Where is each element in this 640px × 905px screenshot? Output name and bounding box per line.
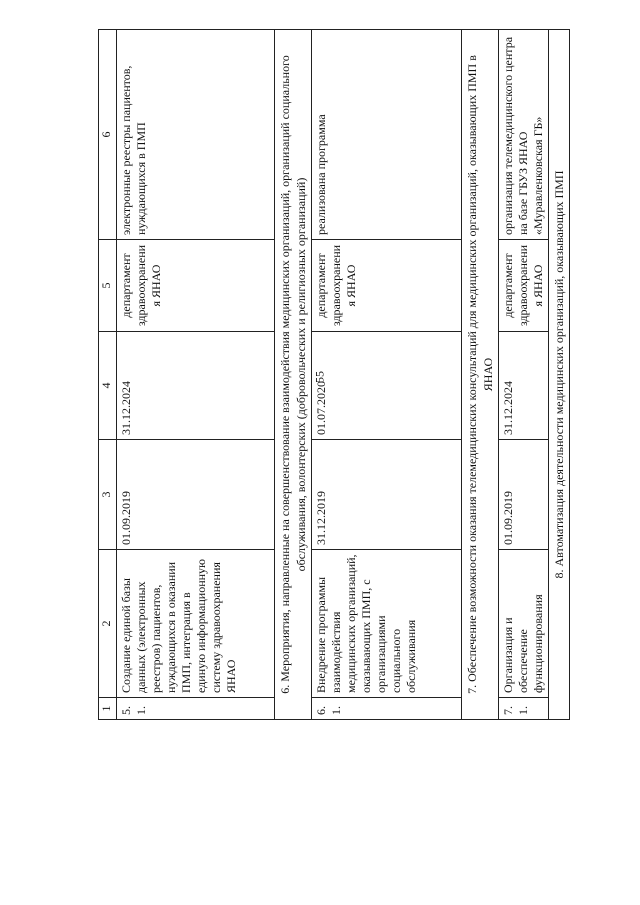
item-number: 6.1. [312,698,462,720]
section-title: 6. Мероприятия, направленные на совершенствование взаимодействия медицинских организаций, организаций социального обслуживания, волонтерских (добровольческих и религиозных организаций) [275,30,312,720]
table-row [499,30,549,720]
measure-name: Внедрение программы взаимодействия медицинских организаций, оказывающих ПМП, с организациями социального обслуживания [312,550,462,698]
table-row [312,30,462,720]
section-title: 7. Обеспечение возможности оказания телемедицинских консультаций для медицинских организаций, оказывающих ПМП в ЯНАО [462,30,499,720]
column-number-row [99,30,117,720]
executor: департамент здравоохранения ЯНАО [117,240,275,332]
section-row [462,30,499,720]
column-number: 5 [99,240,117,332]
column-number: 2 [99,550,117,698]
measure-name: Создание единой базы данных (электронных реестров) пациентов, нуждающихся в оказании ПМП, интеграция в единую информационную систему здравоохранения ЯНАО [117,550,275,698]
section-row [275,30,312,720]
start-date: 31.12.2019 [312,440,462,550]
expected-result: реализована программа [312,30,462,240]
measures-table [98,29,570,720]
start-date: 01.09.2019 [499,440,549,550]
table-row [117,30,275,720]
executor: департамент здравоохранения ЯНАО [312,240,462,332]
item-number: 7.1. [499,698,549,720]
end-date: 31.12.2024 [117,332,275,440]
section-row [549,30,570,720]
end-date: 01.07.2020 [312,332,462,440]
column-number: 4 [99,332,117,440]
measure-name: Организация и обеспечение функционирования [499,550,549,698]
start-date: 01.09.2019 [117,440,275,550]
item-number: 5.1. [117,698,275,720]
expected-result: электронные реестры пациентов, нуждающихся в ПМП [117,30,275,240]
column-number: 1 [99,698,117,720]
column-number: 3 [99,440,117,550]
expected-result: организация телемедицинского центра на базе ГБУЗ ЯНАО «Муравленковская ГБ» [499,30,549,240]
column-number: 6 [99,30,117,240]
rotated-table-wrapper [98,30,614,720]
page-number: 55 [312,371,327,383]
executor: департамент здравоохранения ЯНАО [499,240,549,332]
section-title: 8. Автоматизация деятельности медицинских организаций, оказывающих ПМП [549,30,570,720]
end-date: 31.12.2024 [499,332,549,440]
